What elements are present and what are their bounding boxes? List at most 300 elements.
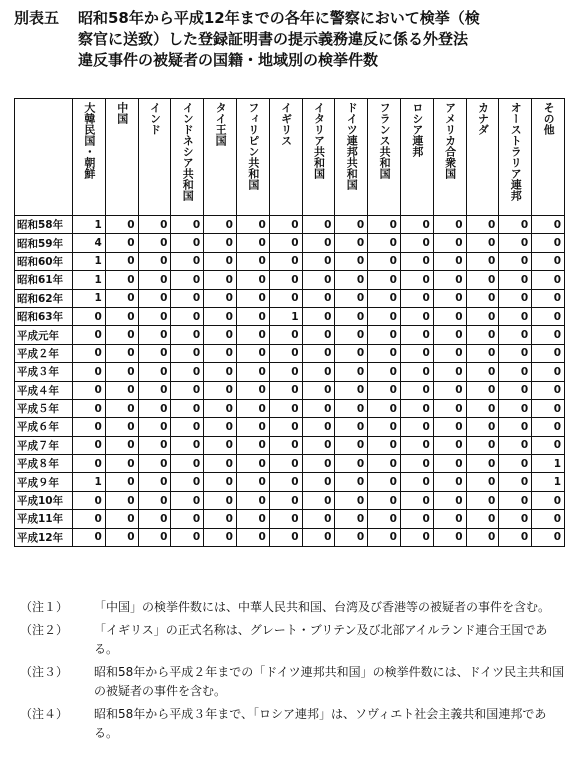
count-cell: 0 [302,528,335,546]
count-cell: 0 [138,271,171,289]
count-cell: 0 [236,436,269,454]
count-cell: 0 [204,234,237,252]
count-cell: 0 [433,418,466,436]
count-cell: 0 [105,271,138,289]
count-cell: 0 [335,455,368,473]
count-cell: 0 [466,271,499,289]
column-header-label: イギリス [279,102,293,146]
count-cell: 0 [236,344,269,362]
column-header [269,99,302,216]
count-cell: 0 [532,252,565,270]
count-cell: 0 [269,344,302,362]
count-cell: 0 [466,455,499,473]
count-cell: 0 [400,528,433,546]
column-header [236,99,269,216]
count-cell: 0 [466,326,499,344]
count-cell: 0 [532,289,565,307]
column-header-label: インド [148,102,162,135]
count-cell: 0 [499,363,532,381]
count-cell: 0 [433,307,466,325]
count-cell: 0 [236,381,269,399]
count-cell: 0 [236,326,269,344]
count-cell: 0 [204,326,237,344]
count-cell: 0 [236,473,269,491]
count-cell: 0 [335,436,368,454]
count-cell: 0 [433,381,466,399]
count-cell: 0 [532,510,565,528]
count-cell: 0 [105,473,138,491]
count-cell: 0 [368,344,401,362]
column-header [532,99,565,216]
count-cell: 0 [105,455,138,473]
count-cell: 0 [499,216,532,234]
count-cell: 0 [105,307,138,325]
count-cell: 0 [368,436,401,454]
table-row [15,271,565,289]
column-header-label: 中国 [115,102,129,124]
count-cell: 0 [335,307,368,325]
count-cell: 0 [105,436,138,454]
count-cell: 0 [433,271,466,289]
count-cell: 0 [105,234,138,252]
count-cell: 0 [400,234,433,252]
row-label: 昭和63年 [15,307,73,325]
count-cell: 0 [302,491,335,509]
count-cell: 0 [335,381,368,399]
column-header [368,99,401,216]
count-cell: 0 [269,216,302,234]
row-label: 平成２年 [15,344,73,362]
count-cell: 0 [171,473,204,491]
column-header [466,99,499,216]
count-cell: 0 [236,252,269,270]
count-cell: 0 [302,271,335,289]
column-header [433,99,466,216]
count-cell: 0 [171,399,204,417]
row-label: 平成８年 [15,455,73,473]
row-label: 昭和58年 [15,216,73,234]
count-cell: 0 [269,326,302,344]
count-cell: 0 [466,252,499,270]
count-cell: 0 [532,234,565,252]
count-cell: 0 [105,528,138,546]
table-title [14,8,564,71]
count-cell: 0 [499,381,532,399]
count-cell: 0 [433,326,466,344]
column-header-label: ドイツ連邦共和国 [345,102,359,190]
count-cell: 0 [138,436,171,454]
count-cell: 1 [73,216,106,234]
count-cell: 0 [335,326,368,344]
count-cell: 0 [466,363,499,381]
table-row [15,307,565,325]
count-cell: 0 [433,436,466,454]
row-label: 平成10年 [15,491,73,509]
count-cell: 0 [204,216,237,234]
count-cell: 0 [171,381,204,399]
count-cell: 0 [532,307,565,325]
count-cell: 0 [499,271,532,289]
count-cell: 0 [73,528,106,546]
count-cell: 0 [171,491,204,509]
count-cell: 0 [138,528,171,546]
count-cell: 0 [171,307,204,325]
count-cell: 0 [171,363,204,381]
count-cell: 0 [302,252,335,270]
note-text: 昭和58年から平成２年までの「ドイツ連邦共和国」の検挙件数には、ドイツ民主共和国の被疑者の事件を含む。 [94,665,565,698]
count-cell: 1 [73,252,106,270]
row-label: 昭和59年 [15,234,73,252]
row-label: 昭和62年 [15,289,73,307]
count-cell: 0 [499,473,532,491]
count-cell: 0 [138,234,171,252]
count-cell: 0 [204,381,237,399]
count-cell: 0 [499,307,532,325]
count-cell: 1 [73,289,106,307]
count-cell: 0 [368,307,401,325]
title-line-2: 察官に送致）した登録証明書の提示義務違反に係る外登法 [78,30,469,48]
count-cell: 0 [171,418,204,436]
column-header-label: オーストラリア連邦 [509,102,523,201]
count-cell: 0 [73,436,106,454]
count-cell: 0 [335,510,368,528]
count-cell: 0 [368,418,401,436]
count-cell: 0 [171,234,204,252]
count-cell: 0 [466,436,499,454]
count-cell: 0 [433,455,466,473]
count-cell: 0 [433,491,466,509]
count-cell: 0 [433,473,466,491]
count-cell: 0 [302,399,335,417]
count-cell: 0 [466,234,499,252]
note-tag: （注２） [20,623,69,637]
note-item [20,705,565,743]
count-cell: 0 [138,399,171,417]
table-body [15,216,565,547]
count-cell: 0 [335,234,368,252]
table-row [15,491,565,509]
count-cell: 0 [466,307,499,325]
count-cell: 0 [204,252,237,270]
count-cell: 0 [236,399,269,417]
count-cell: 0 [236,307,269,325]
count-cell: 0 [105,510,138,528]
count-cell: 0 [368,271,401,289]
row-label: 昭和60年 [15,252,73,270]
count-cell: 0 [302,289,335,307]
count-cell: 0 [400,363,433,381]
count-cell: 0 [302,436,335,454]
count-cell: 0 [171,271,204,289]
table-row [15,473,565,491]
table-row [15,326,565,344]
count-cell: 0 [269,234,302,252]
row-label: 平成12年 [15,528,73,546]
count-cell: 0 [335,363,368,381]
count-cell: 0 [433,399,466,417]
table-row [15,418,565,436]
count-cell: 0 [368,491,401,509]
count-cell: 0 [105,326,138,344]
table-row [15,455,565,473]
count-cell: 0 [335,216,368,234]
count-cell: 0 [138,381,171,399]
count-cell: 0 [138,363,171,381]
count-cell: 0 [466,399,499,417]
count-cell: 0 [73,510,106,528]
count-cell: 0 [138,344,171,362]
title-line-3: 違反事件の被疑者の国籍・地域別の検挙件数 [78,51,379,69]
count-cell: 0 [400,289,433,307]
column-header-label: カナダ [476,102,490,135]
count-cell: 1 [532,473,565,491]
row-label: 昭和61年 [15,271,73,289]
count-cell: 0 [73,381,106,399]
count-cell: 0 [466,289,499,307]
count-cell: 0 [105,381,138,399]
count-cell: 0 [400,344,433,362]
count-cell: 0 [368,326,401,344]
count-cell: 0 [171,344,204,362]
count-cell: 0 [433,528,466,546]
table-row [15,510,565,528]
row-label: 平成６年 [15,418,73,436]
count-cell: 0 [532,381,565,399]
count-cell: 0 [532,436,565,454]
note-item [20,598,565,617]
count-cell: 0 [400,436,433,454]
column-header [335,99,368,216]
count-cell: 0 [335,399,368,417]
count-cell: 0 [302,418,335,436]
row-label: 平成元年 [15,326,73,344]
count-cell: 0 [532,528,565,546]
count-cell: 0 [73,455,106,473]
count-cell: 0 [368,473,401,491]
count-cell: 0 [236,455,269,473]
count-cell: 1 [73,271,106,289]
count-cell: 0 [368,455,401,473]
count-cell: 0 [499,289,532,307]
count-cell: 0 [105,344,138,362]
count-cell: 0 [302,307,335,325]
count-cell: 0 [236,271,269,289]
count-cell: 0 [368,381,401,399]
count-cell: 0 [433,363,466,381]
count-cell: 0 [204,436,237,454]
count-cell: 0 [171,436,204,454]
count-cell: 0 [400,491,433,509]
note-text: 「イギリス」の正式名称は、グレート・ブリテン及び北部アイルランド連合王国である。 [94,623,548,656]
count-cell: 0 [368,528,401,546]
count-cell: 0 [302,216,335,234]
count-cell: 0 [269,528,302,546]
count-cell: 0 [73,399,106,417]
count-cell: 0 [532,491,565,509]
row-label: 平成11年 [15,510,73,528]
count-cell: 0 [204,344,237,362]
count-cell: 0 [532,344,565,362]
count-cell: 0 [204,455,237,473]
table-row [15,363,565,381]
count-cell: 0 [236,491,269,509]
count-cell: 0 [302,344,335,362]
count-cell: 0 [368,216,401,234]
count-cell: 0 [269,473,302,491]
count-cell: 0 [368,363,401,381]
column-header [73,99,106,216]
count-cell: 0 [368,510,401,528]
count-cell: 0 [138,510,171,528]
count-cell: 0 [466,216,499,234]
count-cell: 0 [302,326,335,344]
column-header-label: フィリピン共和国 [246,102,260,190]
count-cell: 0 [532,271,565,289]
table-header-row [15,99,565,216]
count-cell: 0 [105,491,138,509]
count-cell: 0 [499,418,532,436]
count-cell: 0 [499,455,532,473]
note-tag: （注４） [20,707,69,721]
count-cell: 0 [269,510,302,528]
count-cell: 0 [335,271,368,289]
row-label: 平成３年 [15,363,73,381]
count-cell: 0 [236,289,269,307]
count-cell: 0 [335,344,368,362]
count-cell: 0 [368,289,401,307]
count-cell: 4 [73,234,106,252]
count-cell: 0 [433,289,466,307]
count-cell: 0 [269,418,302,436]
column-header [499,99,532,216]
count-cell: 0 [138,252,171,270]
table-row [15,289,565,307]
count-cell: 0 [269,399,302,417]
count-cell: 0 [302,455,335,473]
count-cell: 0 [499,399,532,417]
count-cell: 0 [204,307,237,325]
count-cell: 0 [400,307,433,325]
row-label: 平成５年 [15,399,73,417]
count-cell: 0 [204,528,237,546]
count-cell: 0 [138,418,171,436]
column-header-label: アメリカ合衆国 [443,102,457,179]
count-cell: 0 [204,289,237,307]
count-cell: 0 [105,252,138,270]
count-cell: 0 [302,234,335,252]
count-cell: 0 [171,326,204,344]
count-cell: 0 [532,326,565,344]
count-cell: 0 [269,252,302,270]
count-cell: 0 [466,510,499,528]
count-cell: 0 [302,510,335,528]
count-cell: 0 [400,252,433,270]
count-cell: 0 [335,252,368,270]
column-header-label: その他 [542,102,556,135]
note-text: 「中国」の検挙件数には、中華人民共和国、台湾及び香港等の被疑者の事件を含む。 [94,600,551,614]
count-cell: 0 [73,418,106,436]
column-header-label: インドネシア共和国 [181,102,195,201]
note-item [20,663,565,701]
count-cell: 0 [335,528,368,546]
count-cell: 0 [138,289,171,307]
table-row [15,344,565,362]
count-cell: 0 [499,510,532,528]
count-cell: 0 [73,344,106,362]
notes-section [20,598,565,747]
column-header-label: フランス共和国 [378,102,392,179]
count-cell: 0 [335,289,368,307]
count-cell: 0 [335,491,368,509]
count-cell: 0 [204,399,237,417]
count-cell: 0 [400,473,433,491]
count-cell: 0 [499,491,532,509]
table-row [15,216,565,234]
count-cell: 0 [269,289,302,307]
count-cell: 0 [269,491,302,509]
count-cell: 0 [73,363,106,381]
count-cell: 0 [236,510,269,528]
count-cell: 0 [138,473,171,491]
note-tag: （注１） [20,600,69,614]
column-header [171,99,204,216]
count-cell: 0 [269,363,302,381]
count-cell: 0 [204,271,237,289]
count-cell: 0 [400,216,433,234]
count-cell: 0 [499,436,532,454]
count-cell: 0 [400,326,433,344]
count-cell: 0 [236,528,269,546]
count-cell: 0 [433,344,466,362]
row-label: 平成７年 [15,436,73,454]
count-cell: 0 [400,455,433,473]
count-cell: 0 [400,510,433,528]
count-cell: 0 [138,455,171,473]
count-cell: 0 [400,271,433,289]
count-cell: 0 [269,381,302,399]
count-cell: 1 [532,455,565,473]
title-label: 別表五 [14,9,60,27]
count-cell: 0 [335,473,368,491]
column-header-label: 大韓民国・朝鮮 [82,102,96,179]
count-cell: 0 [302,381,335,399]
count-cell: 0 [269,271,302,289]
count-cell: 0 [499,326,532,344]
count-cell: 0 [400,399,433,417]
table-row [15,252,565,270]
count-cell: 0 [499,344,532,362]
corner-cell [15,99,73,216]
count-cell: 0 [204,418,237,436]
column-header-label: イタリア共和国 [312,102,326,179]
count-cell: 0 [73,307,106,325]
count-cell: 1 [73,473,106,491]
column-header [138,99,171,216]
title-line-1: 昭和58年から平成12年までの各年に警察において検挙（検 [78,9,480,27]
count-cell: 0 [433,510,466,528]
arrest-count-table [14,98,565,547]
column-header-label: タイ王国 [214,102,228,146]
count-cell: 0 [171,510,204,528]
count-cell: 0 [171,216,204,234]
count-cell: 0 [236,363,269,381]
count-cell: 0 [204,363,237,381]
row-label: 平成４年 [15,381,73,399]
count-cell: 0 [466,491,499,509]
count-cell: 0 [105,363,138,381]
count-cell: 0 [466,344,499,362]
count-cell: 0 [269,436,302,454]
